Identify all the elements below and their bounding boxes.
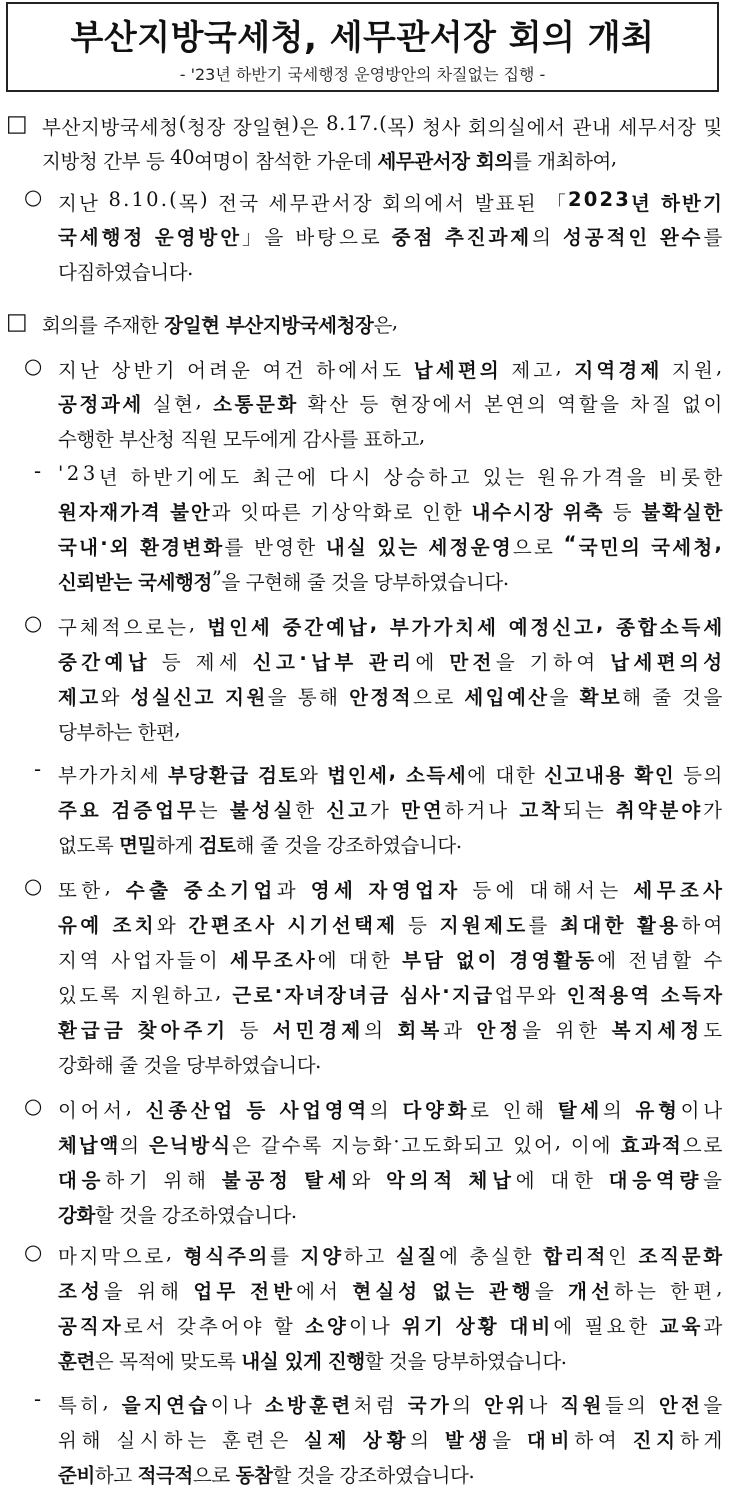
- paragraph-line: 제 고 와 성 실 신 고 지 원 을 통 해 안 정 적 으 로 세 입 예 산 을 확 보 해 줄 것 을: [58, 686, 722, 709]
- paragraph-line: 대 응 하 기 위 해 불 공 정 탈 세 와 악 의 적 체 납 에 대 한 대 응 역 량 을: [58, 1169, 722, 1192]
- paragraph-line: 유 예 조 치 와 간 편 조 사 시 기 선 택 제 등 지 원 제 도 를 최 대 한 활 용 하 여: [58, 914, 722, 937]
- paragraph-line: 원 자 재 가 격 불 안 과 잇 따 른 기 상 악 화 로 인 한 내 수 시 장 위 축 등 불 확 실 한: [58, 501, 722, 524]
- paragraph-line: 수 행 한 부 산 청 직 원 모 두 에 게 감 사 를 표 하 고 ,: [58, 424, 425, 451]
- paragraph-line: 없 도 록 면 밀 하 게 검 토 해 줄 것 을 강 조 하 였 습 니 다 .: [58, 830, 462, 857]
- paragraph-line: 지 난 8 . 1 0 . ( 목 ) 전 국 세 무 관 서 장 회 의 에 서 발 표 된 「 2 0 2 3 년 하 반 기: [58, 188, 722, 215]
- title-box: [6, 2, 719, 92]
- paragraph-line: 지 역 사 업 자 들 이 세 무 조 사 에 대 한 부 담 없 이 경 영 활 동 에 전 념 할 수: [58, 949, 722, 972]
- paragraph-line: 또 한 , 수 출 중 소 기 업 과 영 세 자 영 업 자 등 에 대 해 서 는 세 무 조 사: [58, 875, 722, 902]
- paragraph-line: 조 성 을 위 해 업 무 전 반 에 서 현 실 성 없 는 관 행 을 개 선 하 는 한 편 ,: [58, 1276, 722, 1303]
- paragraph-line: 부 가 가 치 세 부 당 환 급 검 토 와 법 인 세 , 소 득 세 에 대 한 신 고 내 용 확 인 등 의: [58, 760, 722, 787]
- square-bullet: □: [6, 309, 28, 335]
- paragraph-line: 준 비 하 고 적 극 적 으 로 동 참 할 것 을 강 조 하 였 습 니 다 .: [58, 1460, 475, 1487]
- paragraph-line: 중 간 예 납 등 제 세 신 고 · 납 부 관 리 에 만 전 을 기 하 여 납 세 편 의 성: [58, 647, 722, 674]
- circle-bullet: ○: [24, 185, 43, 209]
- paragraph-line: 회 의 를 주 재 한 장 일 현 부 산 지 방 국 세 청 장 은 ,: [42, 310, 398, 337]
- paragraph-line: 체 납 액 의 은 닉 방 식 은 갈 수 록 지 능 화 · 고 도 화 되 고 있 어 , 이 에 효 과 적 으 로: [58, 1130, 722, 1157]
- circle-bullet: ○: [24, 1240, 43, 1264]
- circle-bullet: ○: [24, 611, 43, 635]
- paragraph-line: 공 직 자 로 서 갖 추 어 야 할 소 양 이 나 위 기 상 황 대 비 에 필 요 한 교 육 과: [58, 1315, 722, 1338]
- circle-bullet: ○: [24, 354, 43, 378]
- paragraph-line: 신 뢰 받 는 국 세 행 정 ” 을 구 현 해 줄 것 을 당 부 하 였 습 니 다 .: [58, 567, 509, 594]
- paragraph-line: 훈 련 은 목 적 에 맞 도 록 내 실 있 게 진 행 할 것 을 당 부 하 였 습 니 다 .: [58, 1346, 567, 1373]
- paragraph-line: 특 히 , 을 지 연 습 이 나 소 방 훈 련 처 럼 국 가 의 안 위 나 직 원 들 의 안 전 을: [58, 1390, 722, 1417]
- page-subtitle: - '23년 하반기 국세행정 운영방안의 차질없는 집행 -: [179, 65, 546, 84]
- paragraph-line: 당 부 하 는 한 편 ,: [58, 717, 181, 744]
- paragraph-line: ' 2 3 년 하 반 기 에 도 최 근 에 다 시 상 승 하 고 있 는 원 유 가 격 을 비 롯 한: [58, 462, 722, 489]
- paragraph-line: 마 지 막 으 로 , 형 식 주 의 를 지 양 하 고 실 질 에 충 실 한 합 리 적 인 조 직 문 화: [58, 1241, 722, 1268]
- paragraph-line: 구 체 적 으 로 는 , 법 인 세 중 간 예 납 , 부 가 가 치 세 예 정 신 고 , 종 합 소 득 세: [58, 612, 722, 639]
- paragraph-line: 강 화 할 것 을 강 조 하 였 습 니 다 .: [58, 1200, 297, 1227]
- circle-bullet: ○: [24, 1094, 43, 1118]
- dash-bullet: -: [34, 459, 42, 483]
- square-bullet: □: [6, 111, 28, 137]
- circle-bullet: ○: [24, 874, 43, 898]
- paragraph-line: 환 급 금 찾 아 주 기 등 서 민 경 제 의 회 복 과 안 정 을 위 한 복 지 세 정 도: [58, 1019, 722, 1042]
- dash-bullet: -: [34, 757, 42, 781]
- page-title: 부산지방국세청, 세무관서장 회의 개최: [70, 18, 655, 58]
- dash-bullet: -: [34, 1387, 42, 1411]
- paragraph-line: 공 정 과 세 실 현 , 소 통 문 화 확 산 등 현 장 에 서 본 연 의 역 할 을 차 질 없 이: [58, 389, 722, 416]
- paragraph-line: 이 어 서 , 신 종 산 업 등 사 업 영 역 의 다 양 화 로 인 해 탈 세 의 유 형 이 나: [58, 1095, 722, 1122]
- paragraph-line: 있 도 록 지 원 하 고 , 근 로 · 자 녀 장 녀 금 심 사 · 지 급 업 무 와 인 적 용 역 소 득 자: [58, 980, 722, 1007]
- paragraph-line: 지 방 청 간 부 등 4 0 여 명 이 참 석 한 가 운 데 세 무 관 서 장 회 의 를 개 최 하 여 ,: [42, 146, 617, 173]
- paragraph-line: 국 내 · 외 환 경 변 화 를 반 영 한 내 실 있 는 세 정 운 영 으 로 “ 국 민 의 국 세 청 ,: [58, 532, 722, 559]
- paragraph-line: 지 난 상 반 기 어 려 운 여 건 하 에 서 도 납 세 편 의 제 고 , 지 역 경 제 지 원 ,: [58, 355, 722, 382]
- paragraph-line: 주 요 검 증 업 무 는 불 성 실 한 신 고 가 만 연 하 거 나 고 착 되 는 취 약 분 야 가: [58, 799, 722, 822]
- paragraph-line: 강 화 해 줄 것 을 당 부 하 였 습 니 다 .: [58, 1050, 321, 1077]
- paragraph-line: 위 해 실 시 하 는 훈 련 은 실 제 상 황 의 발 생 을 대 비 하 여 진 지 하 게: [58, 1429, 722, 1452]
- paragraph-line: 다 짐 하 였 습 니 다 .: [58, 257, 193, 284]
- paragraph-line: 부 산 지 방 국 세 청 ( 청 장 장 일 현 ) 은 8 . 1 7 . ( 목 ) 청 사 회 의 실 에 서 관 내 세 무 서 장 및: [42, 112, 722, 139]
- paragraph-line: 국 세 행 정 운 영 방 안 」 을 바 탕 으 로 중 점 추 진 과 제 의 성 공 적 인 완 수 를: [58, 226, 722, 249]
